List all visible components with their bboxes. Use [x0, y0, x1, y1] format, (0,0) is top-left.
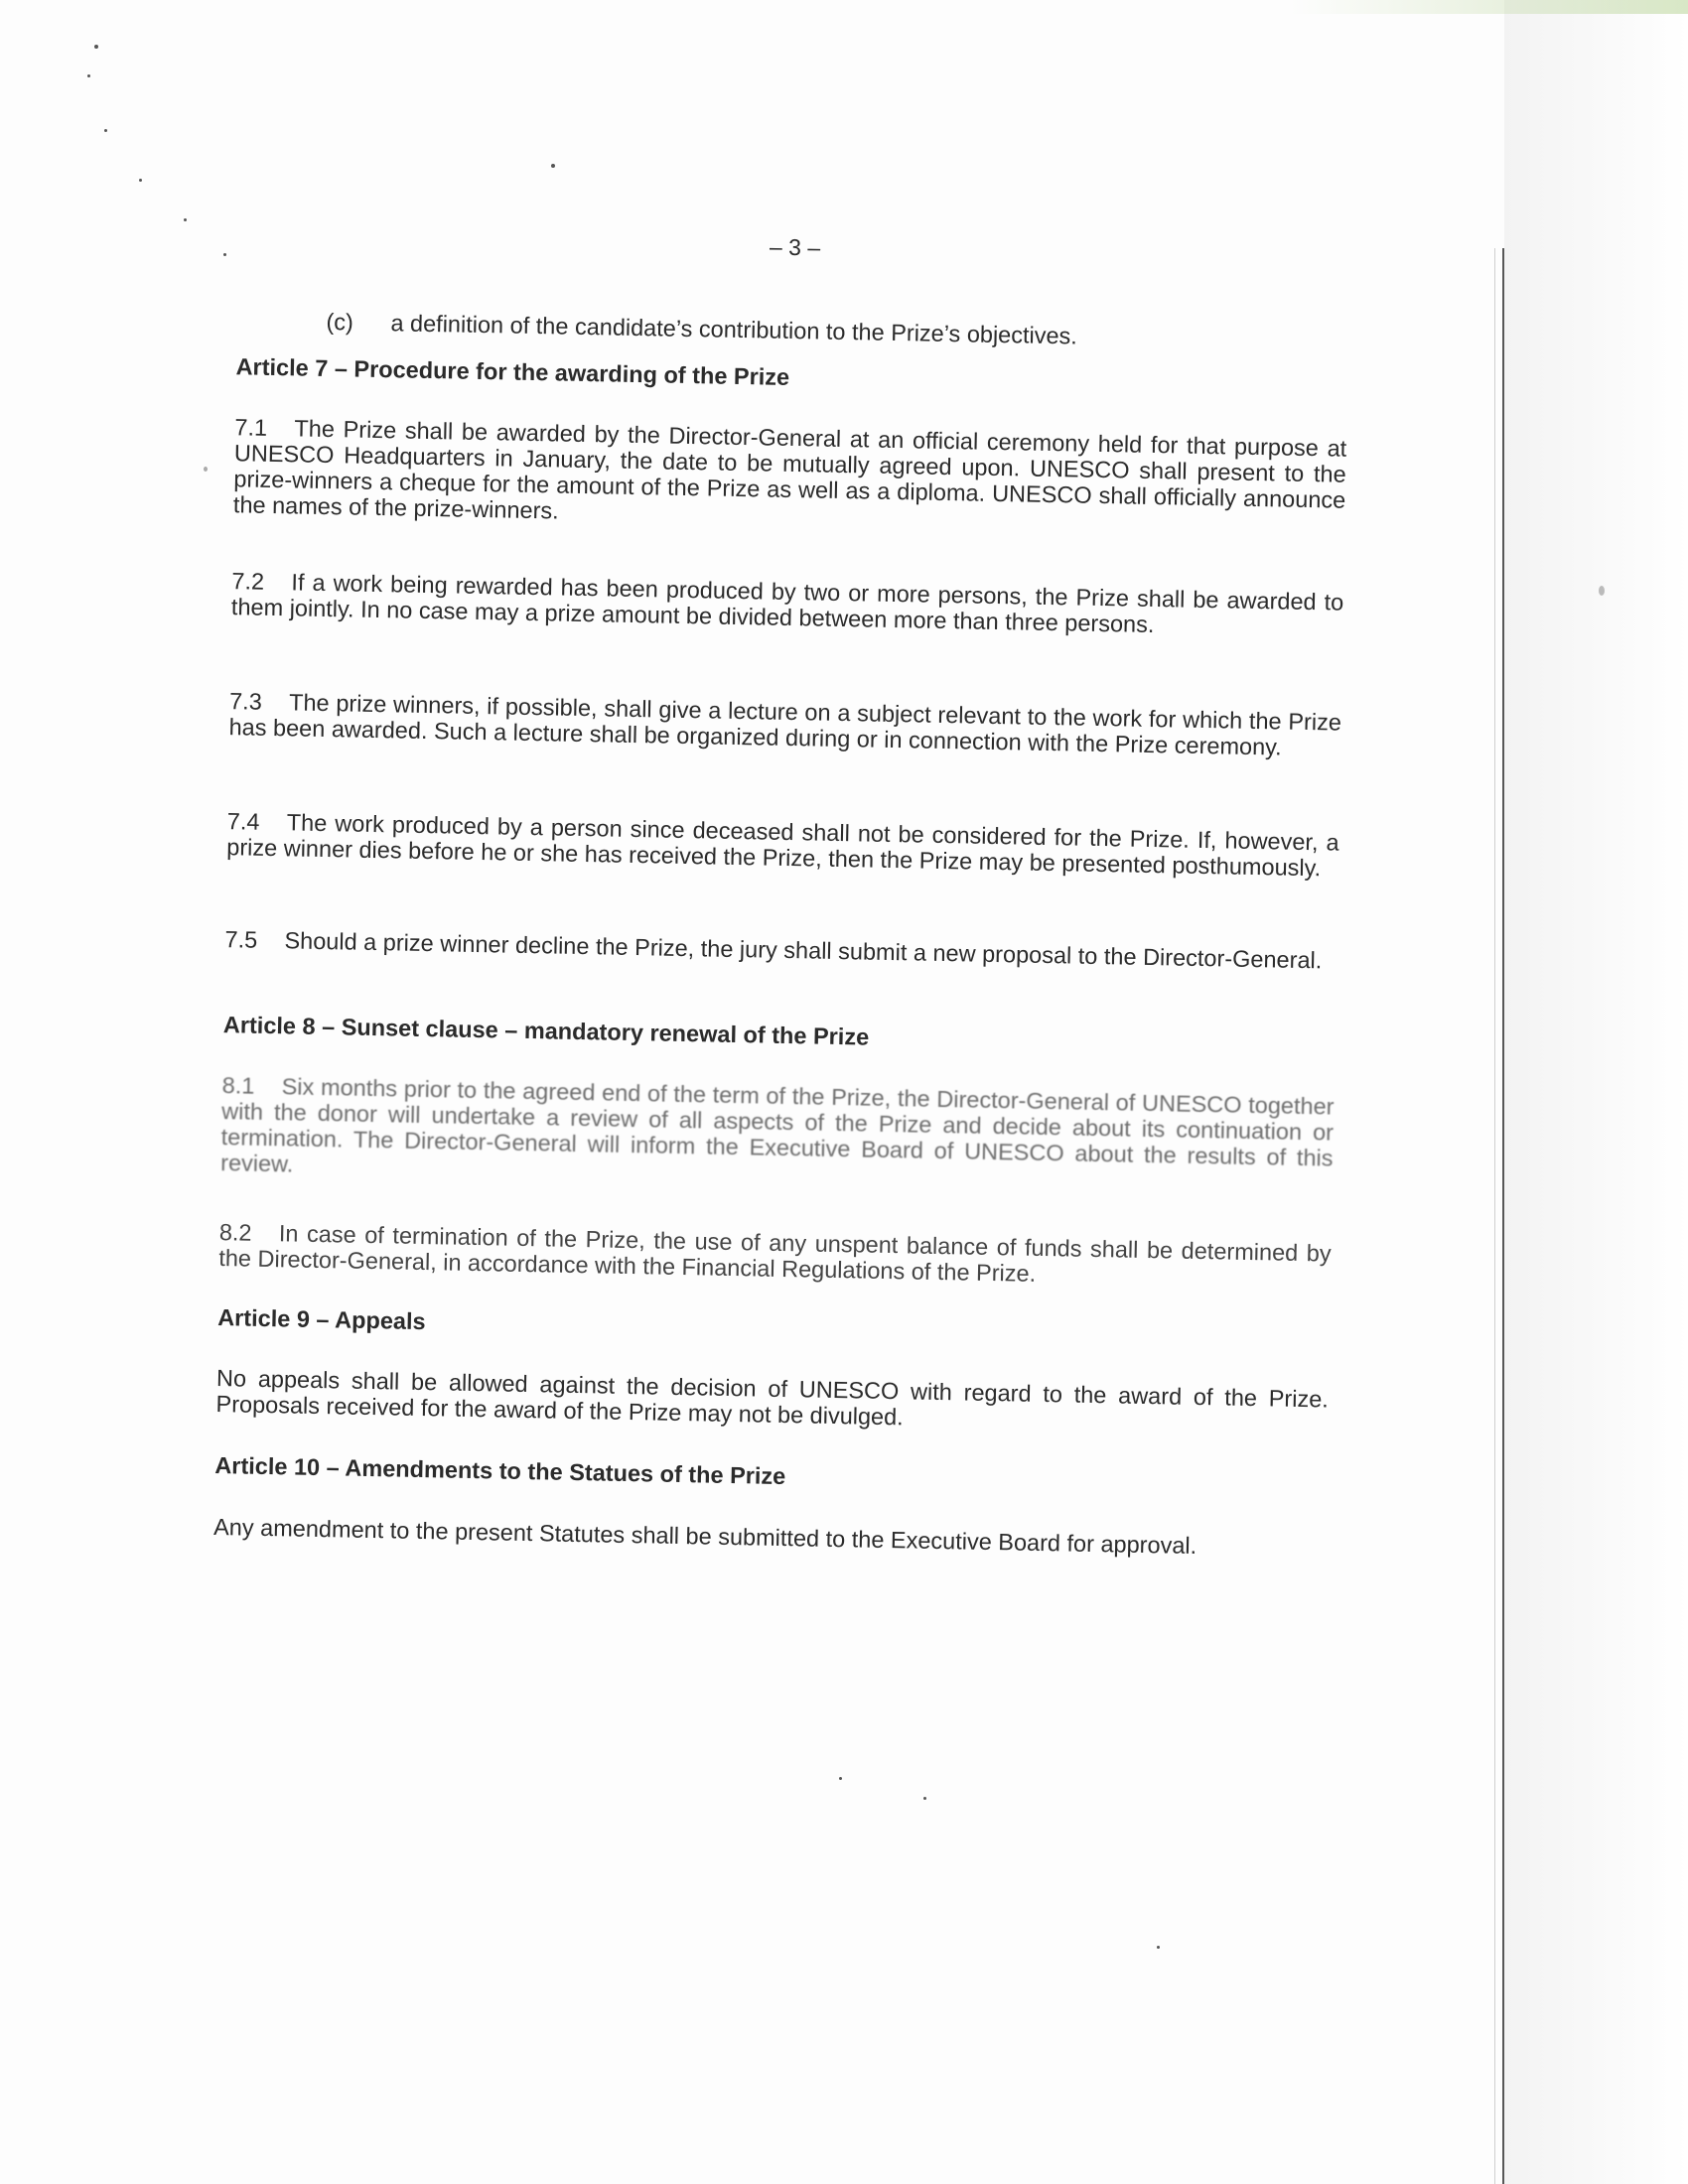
- paragraph-text: Should a prize winner decline the Prize, the jury shall submit a new proposal to the Director-General.: [284, 927, 1323, 974]
- page-number: – 3 –: [769, 233, 821, 261]
- paragraph-number: 7.1: [234, 414, 268, 441]
- paragraph-number: 7.5: [224, 926, 258, 953]
- paragraph-text: Six months prior to the agreed end of the term of the Prize, the Director-General of UNESCO together with the donor will undertake a review of all aspects of the Prize and decide about its continuation or termination. The Director-General will inform the Executive Board of UNESCO about the results of this review.: [219, 1073, 1335, 1177]
- list-item-c: [326, 309, 1077, 350]
- paragraph-number: 7.2: [231, 568, 265, 595]
- paragraph-8-1: [220, 1072, 1335, 1196]
- paragraph-7-5: [224, 926, 1336, 973]
- paragraph-text: In case of termination of the Prize, the use of any unspent balance of funds shall be determined by the Director-General, in accordance with the Financial Regulations of the Prize.: [218, 1220, 1332, 1287]
- list-marker: (c): [326, 308, 354, 336]
- paragraph-8-2: [218, 1219, 1332, 1292]
- scan-speck: [1599, 586, 1605, 596]
- paragraph-number: 7.4: [226, 808, 260, 835]
- article-9-heading: Article 9 – Appeals: [216, 1304, 426, 1335]
- paragraph-7-1: [233, 414, 1347, 538]
- paragraph-number: 7.3: [228, 688, 263, 715]
- article-10-heading: Article 10 – Amendments to the Statues of the Prize: [214, 1452, 786, 1490]
- paragraph-number: 8.1: [221, 1072, 255, 1099]
- paragraph-text: The work produced by a person since deceased shall not be considered for the Prize. If, however, a prize winner dies before he or she has received the Prize, then the Prize may be presented posthumously.: [226, 809, 1339, 882]
- paragraph-text: The Prize shall be awarded by the Director-General at an official ceremony held for that purpose at UNESCO Headquarters in January, the date to be mutually agreed upon. UNESCO shall present to the prize-winners a cheque for the amount of the Prize as well as a diploma. UNESCO shall officially announce the names of the prize-winners.: [232, 415, 1347, 524]
- article-8-heading: Article 8 – Sunset clause – mandatory renewal of the Prize: [222, 1012, 870, 1050]
- paragraph-7-2: [231, 568, 1344, 640]
- scan-edge-line-faint: [1494, 248, 1495, 2184]
- article-7-heading: Article 7 – Procedure for the awarding of the Prize: [235, 353, 790, 390]
- scan-edge-line: [1502, 248, 1504, 2184]
- paragraph-text: If a work being rewarded has been produced by two or more persons, the Prize shall be awarded to them jointly. In no case may a prize amount be divided between more than three persons.: [230, 569, 1344, 638]
- paragraph-7-4: [226, 808, 1339, 881]
- paragraph-text: The prize winners, if possible, shall give a lecture on a subject relevant to the work for which the Prize has been awarded. Such a lecture shall be organized during or in connection with the Prize ceremony.: [228, 689, 1342, 760]
- paragraph-10: Any amendment to the present Statutes shall be submitted to the Executive Board for approval.: [212, 1514, 1197, 1560]
- paragraph-number: 8.2: [218, 1219, 252, 1246]
- scan-edge-shadow: [1504, 0, 1688, 2184]
- paragraph-7-3: [228, 688, 1341, 760]
- paragraph-9: No appeals shall be allowed against the decision of UNESCO with regard to the award of the Prize. Proposals received for the award of the Prize may not be divulged.: [215, 1365, 1330, 1431]
- list-item-text: a definition of the candidate’s contribution to the Prize’s objectives.: [390, 310, 1078, 349]
